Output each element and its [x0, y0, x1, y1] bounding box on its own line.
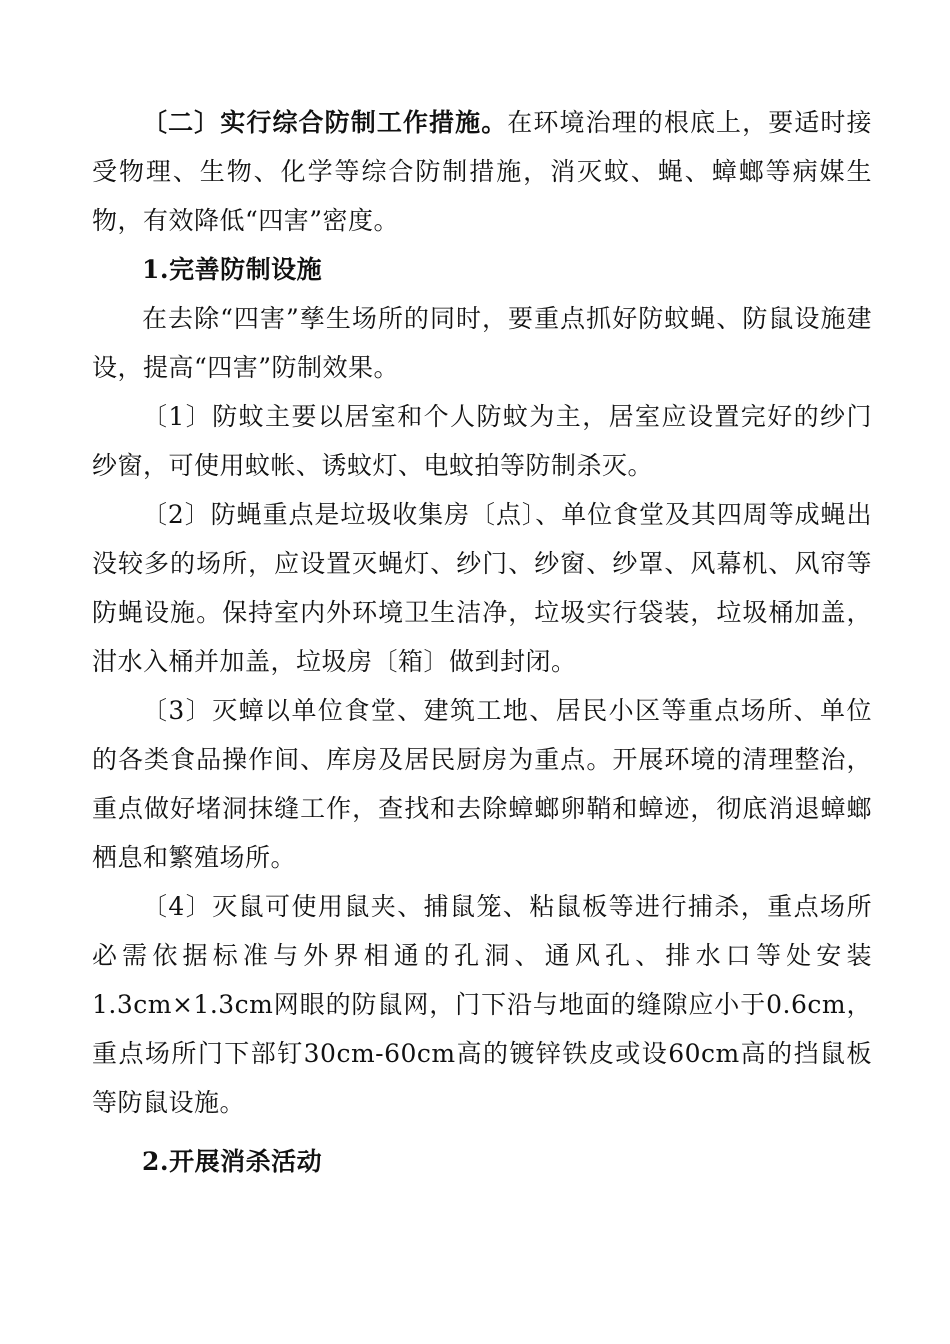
- item-1-intro: 在去除“四害”孳生场所的同时，要重点抓好防蚊蝇、防鼠设施建设，提高“四害”防制效果。: [92, 304, 872, 382]
- document-page: [92, 98, 872, 1186]
- point-4-rodent: 〔4〕灭鼠可使用鼠夹、捕鼠笼、粘鼠板等进行捕杀，重点场所必需依据标准与外界相通的孔洞、通风孔、排水口等处安装1.3cm×1.3cm网眼的防鼠网，门下沿与地面的缝隙应小于0.6cm，重点场所门下部钉30cm-60cm高的镀锌铁皮或设60cm高的挡鼠板等防鼠设施。: [92, 892, 872, 1117]
- item-2-heading: 2.开展消杀活动: [142, 1147, 323, 1176]
- point-2-fly: 〔2〕防蝇重点是垃圾收集房〔点〕、单位食堂及其四周等成蝇出没较多的场所，应设置灭蝇灯、纱门、纱窗、纱罩、风幕机、风帘等防蝇设施。保持室内外环境卫生洁净，垃圾实行袋装，垃圾桶加盖，泔水入桶并加盖，垃圾房〔箱〕做到封闭。: [92, 500, 872, 676]
- section-2-title: 〔二〕实行综合防制工作措施。: [142, 108, 508, 137]
- point-3-cockroach: 〔3〕灭蟑以单位食堂、建筑工地、居民小区等重点场所、单位的各类食品操作间、库房及居民厨房为重点。开展环境的清理整治，重点做好堵洞抹缝工作，查找和去除蟑螂卵鞘和蟑迹，彻底消退蟑螂栖息和繁殖场所。: [92, 696, 872, 872]
- point-1-mosquito: 〔1〕防蚊主要以居室和个人防蚊为主，居室应设置完好的纱门纱窗，可使用蚊帐、诱蚊灯、电蚊拍等防制杀灭。: [92, 402, 872, 480]
- section-2-paragraph: [92, 98, 872, 245]
- section-2-body: 在环境治理的根底上，要适时接受物理、生物、化学等综合防制措施，消灭蚊、蝇、蟑螂等病媒生物，有效降低“四害”密度。: [92, 108, 872, 235]
- item-1-heading: 1.完善防制设施: [142, 255, 323, 284]
